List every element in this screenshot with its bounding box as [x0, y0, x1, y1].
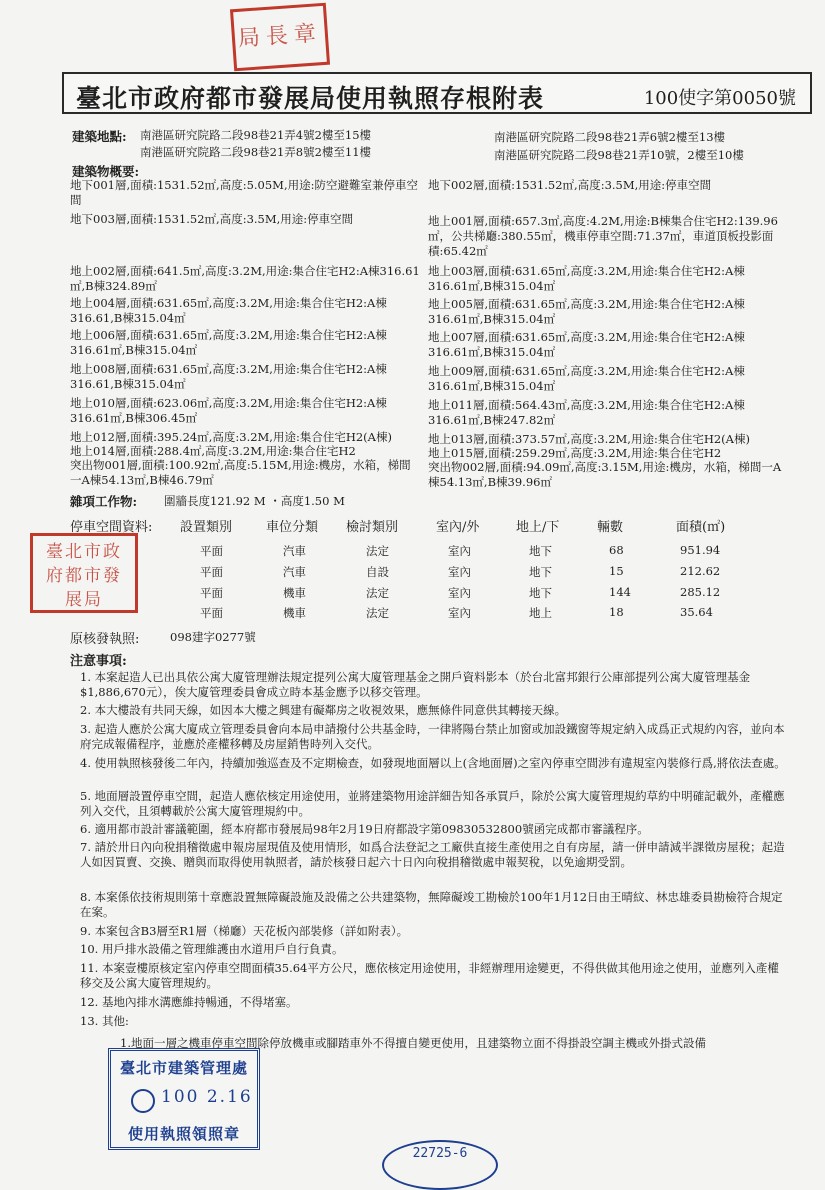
- parking-row-4-indoor: 室內: [448, 606, 471, 620]
- parking-row-3-count: 144: [609, 585, 631, 599]
- note-4: 4. 使用執照核發後二年內，持續加強巡查及不定期檢查，如發現地面層以上(含地面層)之室內停車空間涉有違規室內裝修行爲,將依法查處。: [80, 756, 786, 770]
- floor-5f: 地上005層,面積:631.65㎡,高度:3.2M,用途:集合住宅H2:A棟316.61㎡,B棟315.04㎡: [428, 297, 745, 326]
- building-location-label: 建築地點:: [72, 129, 127, 144]
- original-permit-label: 原核發執照:: [70, 632, 140, 647]
- note-9: 9. 本案包含B3層至R1層（梯廳）天花板內部裝修（詳如附表）。: [80, 924, 409, 938]
- parking-row-1-area: 951.94: [680, 543, 721, 557]
- page-title: 臺北市政府都市發展局使用執照存根附表: [76, 84, 545, 113]
- title-box: [62, 72, 812, 114]
- parking-row-4-count: 18: [609, 605, 624, 619]
- parking-header-level: 地上/下: [516, 520, 560, 535]
- note-11: 11. 本案壹樓原核定室內停車空間面積35.64平方公尺，應依核定用途使用，非經辦理用途變更，不得供做其他用途之使用，並應列入產權移交及公寓大廈管理規約。: [80, 961, 779, 990]
- parking-row-2-review: 自設: [366, 565, 389, 579]
- notes-label: 注意事項:: [70, 654, 127, 669]
- note-10: 10. 用戶排水設備之管理維護由水道用戶自行負責。: [80, 942, 344, 956]
- address-1: 南港區研究院路二段98巷21弄4號2樓至15樓: [140, 128, 372, 142]
- floor-15f: 地上015層,面積:259.29㎡,高度:3.2M,用途:集合住宅H2: [428, 446, 722, 460]
- floor-7f: 地上007層,面積:631.65㎡,高度:3.2M,用途:集合住宅H2:A棟316.61㎡,B棟315.04㎡: [428, 330, 745, 359]
- parking-row-2-vehicle: 汽車: [283, 565, 306, 579]
- note-5: 5. 地面層設置停車空間，起造人應依核定用途使用，並將建築物用途詳細告知各承買戶，除於公寓大廈管理規約草約中明確記載外，產權應列入交代，且須轉載於公寓大廈管理規約中。: [80, 789, 785, 818]
- floor-b1: 地下001層,面積:1531.52㎡,高度:5.05M,用途:防空避難室兼停車空間: [70, 178, 418, 207]
- floor-11f: 地上011層,面積:564.43㎡,高度:3.2M,用途:集合住宅H2:A棟316.61㎡,B棟247.82㎡: [428, 398, 745, 427]
- misc-works-value: 圍牆長度121.92 M ・高度1.50 M: [164, 494, 345, 508]
- note-2: 2. 本大樓設有共同天線，如因本大樓之興建有礙鄰房之收視效果，應無條件同意供其轉接天線。: [80, 703, 567, 717]
- blue-stamp-emblem: [131, 1089, 155, 1113]
- parking-row-3-area: 285.12: [680, 585, 721, 599]
- parking-row-2-level: 地下: [529, 565, 552, 579]
- license-number: 100使字第0050號: [643, 88, 796, 109]
- blue-stamp-bottom: 使用執照領照章: [127, 1125, 240, 1143]
- floor-roof-1: 突出物001層,面積:100.92㎡,高度:5.15M,用途:機房，水箱，梯間一A棟54.13㎡,B棟46.79㎡: [70, 458, 411, 487]
- floor-12f: 地上012層,面積:395.24㎡,高度:3.2M,用途:集合住宅H2(A棟): [70, 430, 392, 444]
- parking-header-count: 輛數: [597, 520, 624, 535]
- floor-roof-2: 突出物002層,面積:94.09㎡,高度:3.15M,用途:機房，水箱，梯間一A棟54.13㎡,B棟39.96㎡: [428, 460, 782, 489]
- top-red-seal-text: 局長章: [237, 21, 323, 52]
- bottom-number-text: 22725-6: [412, 1146, 468, 1161]
- blue-stamp-date: 100 2.16: [161, 1087, 253, 1107]
- parking-row-4-vehicle: 機車: [283, 606, 306, 620]
- left-red-seal-text: 臺北市政府都市發展局: [46, 542, 122, 610]
- address-2: 南港區研究院路二段98巷21弄6號2樓至13樓: [494, 130, 726, 144]
- parking-row-1-review: 法定: [366, 544, 389, 558]
- floor-4f: 地上004層,面積:631.65㎡,高度:3.2M,用途:集合住宅H2:A棟316.61,B棟315.04㎡: [70, 296, 387, 325]
- floor-10f: 地上010層,面積:623.06㎡,高度:3.2M,用途:集合住宅H2:A棟316.61㎡,B棟306.45㎡: [70, 396, 387, 425]
- floor-3f: 地上003層,面積:631.65㎡,高度:3.2M,用途:集合住宅H2:A棟316.61㎡,B棟315.04㎡: [428, 264, 745, 293]
- floor-6f: 地上006層,面積:631.65㎡,高度:3.2M,用途:集合住宅H2:A棟316.61㎡,B棟315.04㎡: [70, 328, 387, 357]
- parking-row-1-type: 平面: [200, 544, 223, 558]
- blue-license-stamp: [108, 1048, 260, 1150]
- parking-label: 停車空間資料:: [70, 520, 153, 535]
- note-6: 6. 適用都市設計審議範圍，經本府都市發展局98年2月19日府都設字第09830532800號函完成都市審議程序。: [80, 822, 649, 836]
- note-12: 12. 基地內排水溝應維持暢通，不得堵塞。: [80, 995, 298, 1009]
- parking-row-4-area: 35.64: [680, 605, 713, 619]
- address-4: 南港區研究院路二段98巷21弄10號，2樓至10樓: [494, 148, 744, 162]
- note-3: 3. 起造人應於公寓大廈成立管理委員會向本局申請撥付公共基金時，一律將陽台禁止加窗或加設鐵窗等規定納入成爲正式規約內容，並向本府完成報備程序，並應於產權移轉及房屋銷售時列入交代。: [80, 722, 785, 751]
- parking-header-review: 檢討類別: [346, 520, 399, 535]
- blue-stamp-office: 臺北市建築管理處: [119, 1059, 248, 1077]
- floor-b2: 地下002層,面積:1531.52㎡,高度:3.5M,用途:停車空間: [428, 178, 712, 192]
- address-3: 南港區研究院路二段98巷21弄8號2樓至11樓: [140, 145, 372, 159]
- floor-2f: 地上002層,面積:641.5㎡,高度:3.2M,用途:集合住宅H2:A棟316.61㎡,B棟324.89㎡: [70, 264, 420, 293]
- parking-row-1-vehicle: 汽車: [283, 544, 306, 558]
- parking-row-2-indoor: 室內: [448, 565, 471, 579]
- parking-row-4-type: 平面: [200, 606, 223, 620]
- note-7: 7. 請於卅日內向稅捐稽徵處申報房屋現值及使用情形，如爲合法登記之工廠供直接生產使用之自有房屋，請一併申請減半課徵房屋稅；起造人如因買賣、交換、贈與而取得使用執照者，請於核發日起六十日內向稅捐稽徵處申報契稅，以免逾期受罰。: [80, 840, 785, 869]
- top-red-seal: [230, 3, 330, 72]
- note-1: 1. 本案起造人已出具依公寓大廈管理辦法規定提列公寓大廈管理基金之開戶資料影本（於台北富邦銀行公庫部提列公寓大廈管理基金$1,886,670元），俟大廈管理委員會成立時本基金應予以移交管理。: [80, 670, 751, 699]
- original-permit-value: 098建字0277號: [170, 630, 256, 644]
- parking-row-1-indoor: 室內: [448, 544, 471, 558]
- left-red-seal: [30, 533, 138, 613]
- note-8: 8. 本案係依技術規則第十章應設置無障礙設施及設備之公共建築物，無障礙竣工勘檢於100年1月12日由王晴紋、林忠雄委員勘檢符合規定在案。: [80, 890, 783, 919]
- parking-row-1-count: 68: [609, 543, 624, 557]
- parking-row-2-count: 15: [609, 564, 624, 578]
- parking-row-2-type: 平面: [200, 565, 223, 579]
- parking-header-type: 設置類別: [180, 520, 233, 535]
- floor-13f: 地上013層,面積:373.57㎡,高度:3.2M,用途:集合住宅H2(A棟): [428, 432, 750, 446]
- building-summary-label: 建築物概要:: [72, 164, 140, 179]
- parking-row-3-level: 地下: [529, 586, 552, 600]
- floor-14f: 地上014層,面積:288.4㎡,高度:3.2M,用途:集合住宅H2: [70, 444, 356, 458]
- parking-row-3-review: 法定: [366, 586, 389, 600]
- parking-row-4-review: 法定: [366, 606, 389, 620]
- note-13-sub-1: 1.地面一層之機車停車空間除停放機車或腳踏車外不得擅自變更使用，且建築物立面不得掛設空調主機或外掛式設備: [120, 1036, 706, 1050]
- note-13: 13. 其他:: [80, 1014, 129, 1028]
- bottom-number-seal: [382, 1140, 498, 1190]
- parking-header-indoor: 室內/外: [436, 520, 480, 535]
- floor-8f: 地上008層,面積:631.65㎡,高度:3.2M,用途:集合住宅H2:A棟316.61,B棟315.04㎡: [70, 362, 387, 391]
- floor-b3: 地下003層,面積:1531.52㎡,高度:3.5M,用途:停車空間: [70, 212, 354, 226]
- parking-row-4-level: 地上: [529, 606, 552, 620]
- parking-row-1-level: 地下: [529, 544, 552, 558]
- misc-works-label: 雜項工作物:: [70, 494, 138, 509]
- parking-header-vehicle: 車位分類: [266, 520, 319, 535]
- parking-header-area: 面積(㎡): [676, 520, 726, 535]
- parking-row-3-type: 平面: [200, 586, 223, 600]
- floor-9f: 地上009層,面積:631.65㎡,高度:3.2M,用途:集合住宅H2:A棟316.61㎡,B棟315.04㎡: [428, 364, 745, 393]
- parking-row-3-indoor: 室內: [448, 586, 471, 600]
- parking-row-3-vehicle: 機車: [283, 586, 306, 600]
- floor-1f: 地上001層,面積:657.3㎡,高度:4.2M,用途:B棟集合住宅H2:139.96㎡，公共梯廳:380.55㎡，機車停車空間:71.37㎡，車道頂板投影面積:65.42㎡: [428, 214, 778, 258]
- parking-row-2-area: 212.62: [680, 564, 721, 578]
